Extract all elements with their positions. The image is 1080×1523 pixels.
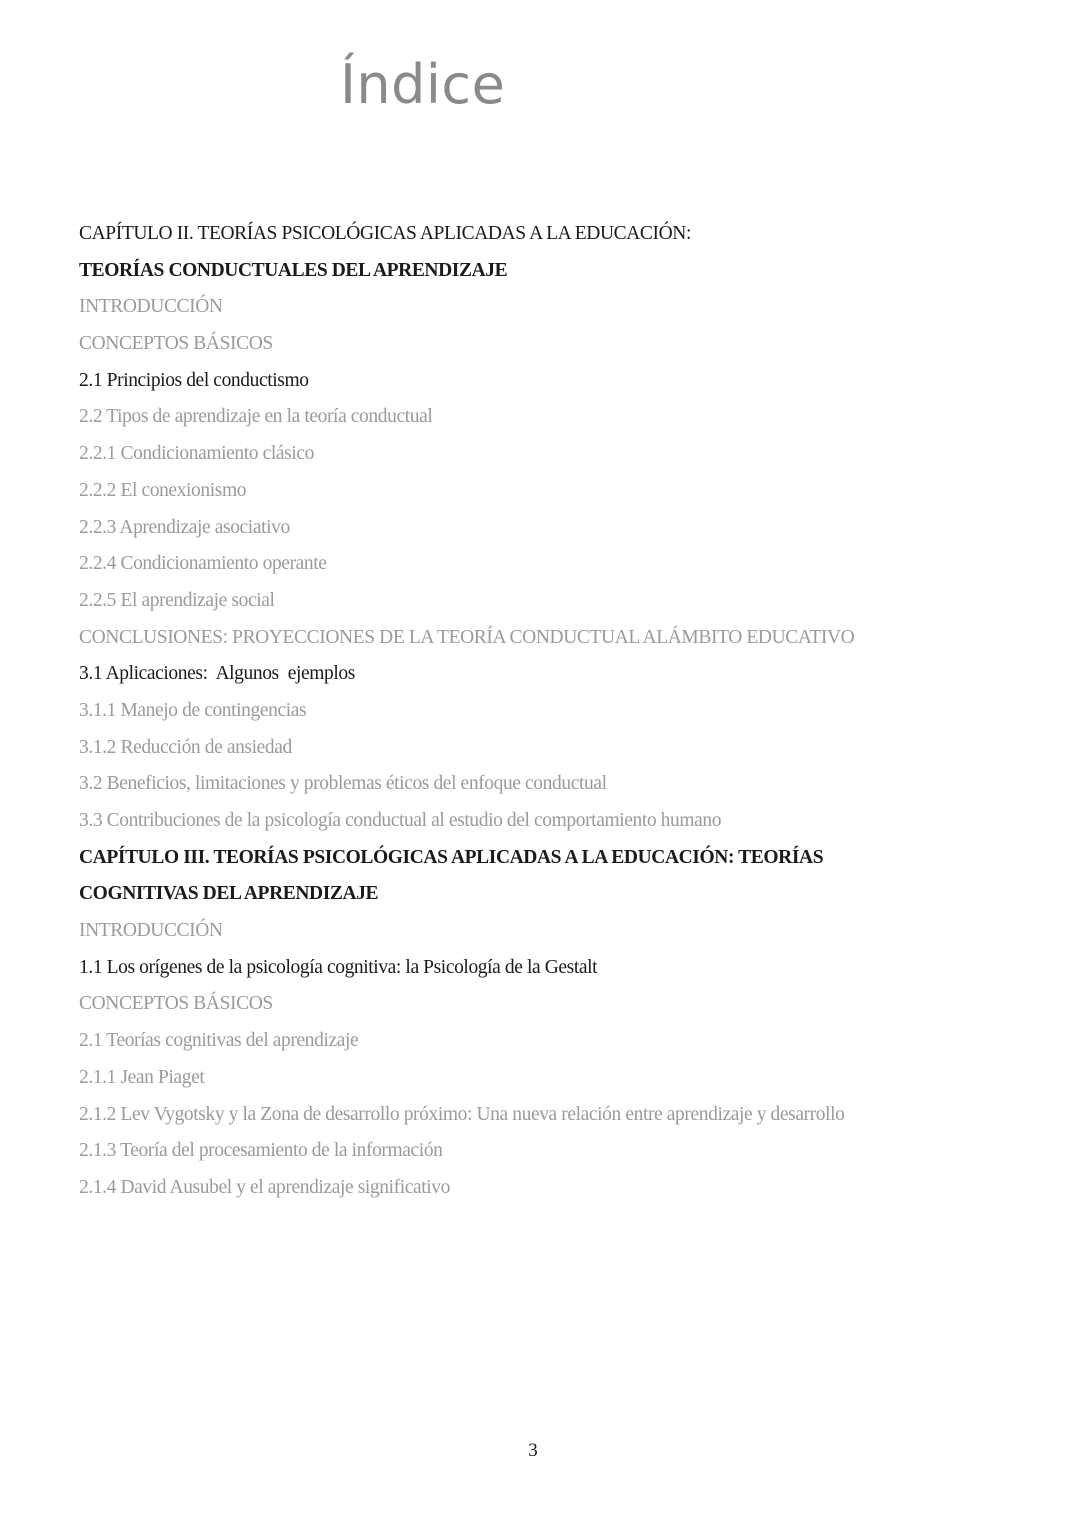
toc-entry[interactable]: 3.2 Beneficios, limitaciones y problemas éticos del enfoque conductual — [79, 773, 607, 795]
toc-chapter-heading[interactable]: CAPÍTULO III. TEORÍAS PSICOLÓGICAS APLICADAS A LA EDUCACIÓN: TEORÍAS — [79, 846, 824, 868]
page-title: Índice — [340, 53, 506, 116]
toc-entry[interactable]: 2.1 Teorías cognitivas del aprendizaje — [79, 1030, 359, 1052]
toc-entry[interactable]: INTRODUCCIÓN — [79, 920, 223, 942]
toc-entry[interactable]: 3.1.1 Manejo de contingencias — [79, 699, 307, 721]
toc-entry[interactable]: 2.2.1 Condicionamiento clásico — [79, 443, 314, 465]
toc-entry[interactable]: 2.1.1 Jean Piaget — [79, 1066, 205, 1088]
toc-chapter-subtitle[interactable]: TEORÍAS CONDUCTUALES DEL APRENDIZAJE — [79, 259, 508, 281]
toc-entry[interactable]: 2.1 Principios del conductismo — [79, 369, 309, 391]
toc-chapter-heading[interactable]: CAPÍTULO II. TEORÍAS PSICOLÓGICAS APLICADAS A LA EDUCACIÓN: — [79, 223, 692, 244]
toc-chapter-subtitle[interactable]: COGNITIVAS DEL APRENDIZAJE — [79, 883, 379, 905]
toc-entry[interactable]: 2.2.2 El conexionismo — [79, 479, 247, 501]
toc-entry[interactable]: 2.1.4 David Ausubel y el aprendizaje significativo — [79, 1176, 450, 1198]
toc-entry[interactable]: 2.2.4 Condicionamiento operante — [79, 553, 327, 575]
toc-entry[interactable]: 2.2.3 Aprendizaje asociativo — [79, 516, 290, 538]
table-of-contents — [79, 216, 1039, 1207]
toc-entry[interactable]: 3.1 Aplicaciones: Algunos ejemplos — [79, 663, 355, 685]
toc-entry[interactable]: 1.1 Los orígenes de la psicología cognitiva: la Psicología de la Gestalt — [79, 956, 598, 978]
toc-entry[interactable]: 2.2 Tipos de aprendizaje en la teoría conductual — [79, 406, 433, 428]
toc-entry[interactable]: 3.1.2 Reducción de ansiedad — [79, 736, 292, 758]
toc-entry[interactable]: CONCEPTOS BÁSICOS — [79, 333, 273, 355]
page-number: 3 — [528, 1440, 538, 1461]
toc-entry[interactable]: CONCLUSIONES: PROYECCIONES DE LA TEORÍA CONDUCTUAL ALÁMBITO EDUCATIVO — [79, 626, 855, 648]
toc-entry[interactable]: 2.1.2 Lev Vygotsky y la Zona de desarrollo próximo: Una nueva relación entre aprendizaje y desarrollo — [79, 1103, 845, 1125]
toc-entry[interactable]: 2.2.5 El aprendizaje social — [79, 589, 275, 611]
toc-entry[interactable]: 2.1.3 Teoría del procesamiento de la información — [79, 1140, 443, 1162]
toc-entry[interactable]: CONCEPTOS BÁSICOS — [79, 993, 273, 1015]
toc-entry[interactable]: 3.3 Contribuciones de la psicología conductual al estudio del comportamiento humano — [79, 810, 722, 831]
toc-entry[interactable]: INTRODUCCIÓN — [79, 296, 223, 318]
